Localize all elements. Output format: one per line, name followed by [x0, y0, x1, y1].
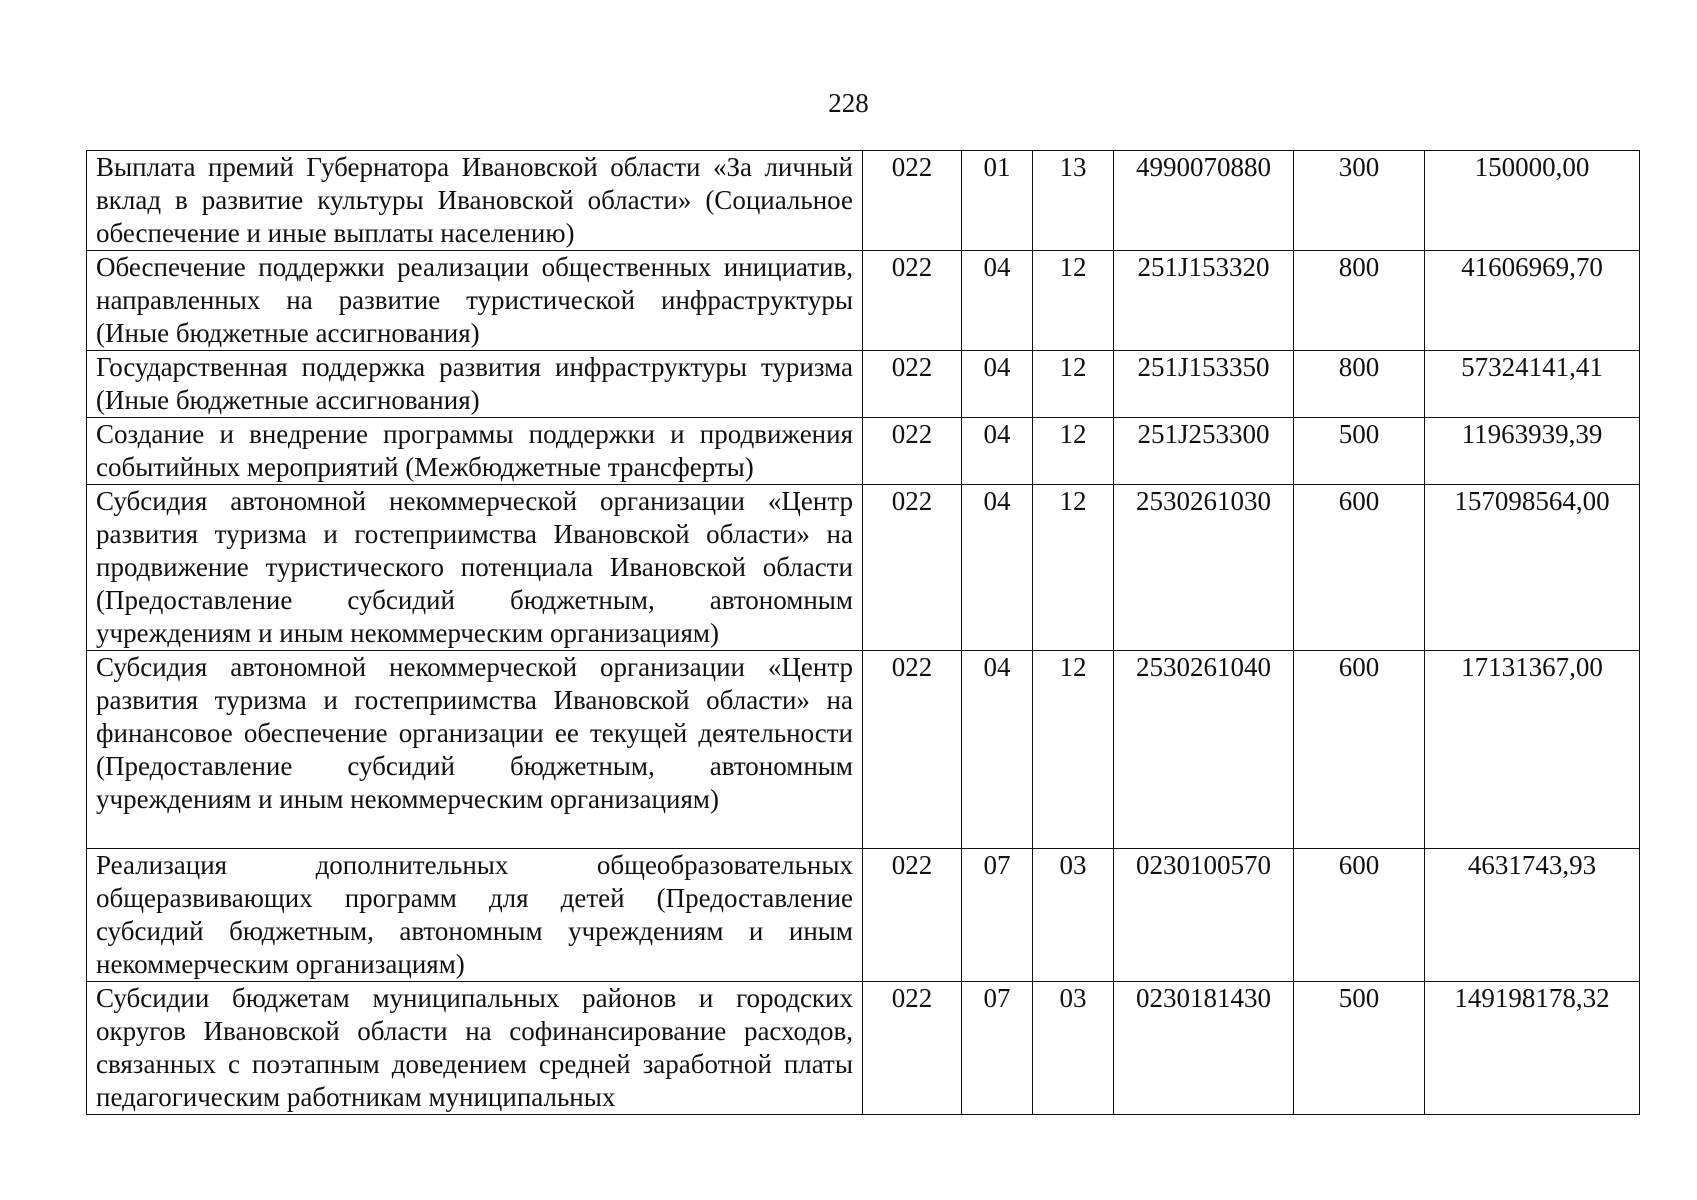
target-article-code: 0230181430 — [1114, 982, 1294, 1115]
expense-type-code: 500 — [1294, 418, 1425, 485]
expense-type-code: 600 — [1294, 485, 1425, 651]
section-code: 07 — [962, 849, 1033, 982]
table-row — [87, 151, 1640, 251]
section-code: 04 — [962, 485, 1033, 651]
section-code: 07 — [962, 982, 1033, 1115]
budget-table — [86, 150, 1640, 1115]
ministry-code: 022 — [863, 151, 962, 251]
target-article-code: 251J153350 — [1114, 351, 1294, 418]
section-code: 01 — [962, 151, 1033, 251]
ministry-code: 022 — [863, 485, 962, 651]
target-article-code: 0230100570 — [1114, 849, 1294, 982]
subsection-code: 12 — [1033, 351, 1114, 418]
amount: 41606969,70 — [1425, 251, 1640, 351]
subsection-code: 13 — [1033, 151, 1114, 251]
section-code: 04 — [962, 251, 1033, 351]
subsection-code: 12 — [1033, 485, 1114, 651]
table-row — [87, 485, 1640, 651]
subsection-code: 03 — [1033, 982, 1114, 1115]
table-row — [87, 849, 1640, 982]
target-article-code: 2530261040 — [1114, 651, 1294, 849]
row-description: Обеспечение поддержки реализации общественных инициатив, направленных на развитие туристической инфраструктуры (Иные бюджетные ассигнования) — [87, 251, 863, 351]
subsection-code: 12 — [1033, 251, 1114, 351]
expense-type-code: 800 — [1294, 251, 1425, 351]
row-description: Реализация дополнительных общеобразовательных общеразвивающих программ для детей (Предоставление субсидий бюджетным, автономным учреждениям и иным некоммерческим организациям) — [87, 849, 863, 982]
section-code: 04 — [962, 351, 1033, 418]
amount: 11963939,39 — [1425, 418, 1640, 485]
ministry-code: 022 — [863, 849, 962, 982]
ministry-code: 022 — [863, 251, 962, 351]
subsection-code: 12 — [1033, 651, 1114, 849]
expense-type-code: 600 — [1294, 651, 1425, 849]
amount: 17131367,00 — [1425, 651, 1640, 849]
table-row — [87, 251, 1640, 351]
table-row — [87, 418, 1640, 485]
table-row — [87, 651, 1640, 849]
target-article-code: 2530261030 — [1114, 485, 1294, 651]
target-article-code: 251J153320 — [1114, 251, 1294, 351]
target-article-code: 4990070880 — [1114, 151, 1294, 251]
section-code: 04 — [962, 418, 1033, 485]
row-description: Создание и внедрение программы поддержки и продвижения событийных мероприятий (Межбюджетные трансферты) — [87, 418, 863, 485]
expense-type-code: 600 — [1294, 849, 1425, 982]
row-description: Субсидия автономной некоммерческой организации «Центр развития туризма и гостеприимства Ивановской области» на продвижение туристического потенциала Ивановской области (Предоставление субсидий бюджетным, автономным учреждениям и иным некоммерческим организациям) — [87, 485, 863, 651]
ministry-code: 022 — [863, 418, 962, 485]
subsection-code: 03 — [1033, 849, 1114, 982]
page-number: 228 — [828, 88, 869, 118]
ministry-code: 022 — [863, 351, 962, 418]
ministry-code: 022 — [863, 982, 962, 1115]
expense-type-code: 500 — [1294, 982, 1425, 1115]
amount: 157098564,00 — [1425, 485, 1640, 651]
ministry-code: 022 — [863, 651, 962, 849]
amount: 4631743,93 — [1425, 849, 1640, 982]
table-row — [87, 982, 1640, 1115]
section-code: 04 — [962, 651, 1033, 849]
row-description: Государственная поддержка развития инфраструктуры туризма (Иные бюджетные ассигнования) — [87, 351, 863, 418]
row-description: Субсидии бюджетам муниципальных районов и городских округов Ивановской области на софинансирование расходов, связанных с поэтапным доведением средней заработной платы педагогическим работникам муниципальных — [87, 982, 863, 1115]
amount: 150000,00 — [1425, 151, 1640, 251]
table-row — [87, 351, 1640, 418]
amount: 57324141,41 — [1425, 351, 1640, 418]
target-article-code: 251J253300 — [1114, 418, 1294, 485]
subsection-code: 12 — [1033, 418, 1114, 485]
row-description: Субсидия автономной некоммерческой организации «Центр развития туризма и гостеприимства Ивановской области» на финансовое обеспечение организации ее текущей деятельности (Предоставление субсидий бюджетным, автономным учреждениям и иным некоммерческим организациям) — [87, 651, 863, 849]
expense-type-code: 800 — [1294, 351, 1425, 418]
expense-type-code: 300 — [1294, 151, 1425, 251]
row-description: Выплата премий Губернатора Ивановской области «За личный вклад в развитие культуры Ивановской области» (Социальное обеспечение и иные выплаты населению) — [87, 151, 863, 251]
amount: 149198178,32 — [1425, 982, 1640, 1115]
